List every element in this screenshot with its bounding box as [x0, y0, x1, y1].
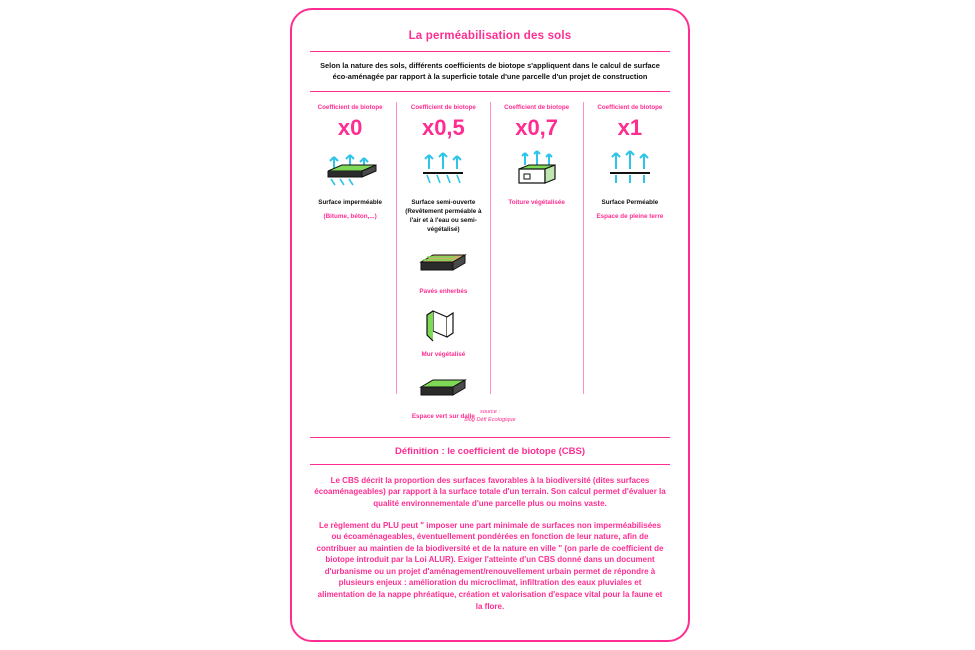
- item-green-wall: [401, 305, 485, 359]
- green-wall-icon: [401, 305, 485, 345]
- page-title: La perméabilisation des sols: [408, 30, 572, 42]
- intro-text: Selon la nature des sols, différents coefficients de biotope s'appliquent dans le calcul de surface éco-aménagée par rapport à la superficie totale d'une parcelle d'un projet de construction: [320, 61, 660, 82]
- item-green-space-on-slab: [401, 367, 485, 421]
- divider-definition-bottom: [310, 464, 670, 465]
- coefficient-value: x0,5: [421, 114, 465, 140]
- item-caption: Surface imperméable: [318, 198, 382, 206]
- column-x05: [396, 102, 489, 420]
- coefficient-label: Coefficient de biotope: [410, 103, 476, 111]
- divider-intro: [310, 91, 670, 92]
- coefficient-value: x0: [337, 114, 363, 140]
- item-grass-paver: [401, 242, 485, 296]
- item-caption: Espace vert sur dalle: [411, 412, 475, 420]
- permeable-surface-icon: [588, 147, 672, 193]
- definition-title: Définition : le coefficient de biotope (CBS): [395, 445, 585, 457]
- item-impermeable-surface: [308, 147, 392, 221]
- item-permeable-surface: [588, 147, 672, 221]
- coefficient-value: x1: [617, 114, 643, 140]
- coefficient-label: Coefficient de biotope: [504, 103, 570, 111]
- poster-card: [290, 8, 690, 642]
- item-caption: Surface semi-ouverte (Revêtement perméable à l'air et à l'eau ou semi-végétalisé): [405, 198, 482, 234]
- coefficient-label: Coefficient de biotope: [597, 103, 663, 111]
- item-caption: Pavés enherbés: [419, 288, 468, 296]
- coefficient-label: Coefficient de biotope: [317, 103, 383, 111]
- definition-paragraph-2: Le règlement du PLU peut " imposer une part minimale de surfaces non imperméabilisées ou écoaménageables, éventuellement pondérées en fonction de leur nature, afin de contribuer au maintien de la biodiversité et de la nature en ville " (on parle de coefficient de biotope introduit par la Loi ALUR). Exiger l'atteinte d'un CBS donné dans un document d'urbanisme ou un projet d'aménagement/renouvellement urbain permet de répondre à plusieurs enjeux : amélioration du microclimat, infiltration des eaux pluviales et alimentation de la nappe phréatique, création et valorisation d'espace vital pour la faune et la flore.: [316, 520, 664, 611]
- grass-paver-icon: [401, 242, 485, 282]
- item-semi-open-surface: [401, 147, 485, 235]
- divider-definition-top: [310, 437, 670, 438]
- column-x1: [583, 102, 676, 394]
- source-label: source :: [480, 408, 500, 415]
- item-green-roof: [495, 147, 579, 207]
- source-value: blog Défi Ecologique: [464, 417, 516, 424]
- item-caption: Surface Perméable: [601, 198, 659, 206]
- divider-top: [310, 51, 670, 52]
- impermeable-surface-icon: [308, 147, 392, 193]
- coefficient-value: x0,7: [515, 114, 559, 140]
- source-block: [292, 408, 688, 425]
- column-x07: [490, 102, 583, 394]
- green-space-on-slab-icon: [401, 367, 485, 407]
- item-caption: Mur végétalisé: [421, 350, 466, 358]
- item-caption: Toiture végétalisée: [508, 198, 565, 206]
- green-roof-icon: [495, 147, 579, 193]
- item-subcaption: Espace de pleine terre: [596, 213, 664, 221]
- item-subcaption: (Bitume, béton,...): [323, 213, 377, 221]
- semi-open-surface-icon: [401, 147, 485, 193]
- definition-paragraph-1: Le CBS décrit la proportion des surfaces favorables à la biodiversité (dites surfaces écoaménageables) par rapport à la surface totale d'un terrain. Son calcul permet d'évaluer la qualité environnementale d'une parcelle plus ou moins vaste.: [314, 475, 666, 508]
- column-x0: [304, 102, 396, 394]
